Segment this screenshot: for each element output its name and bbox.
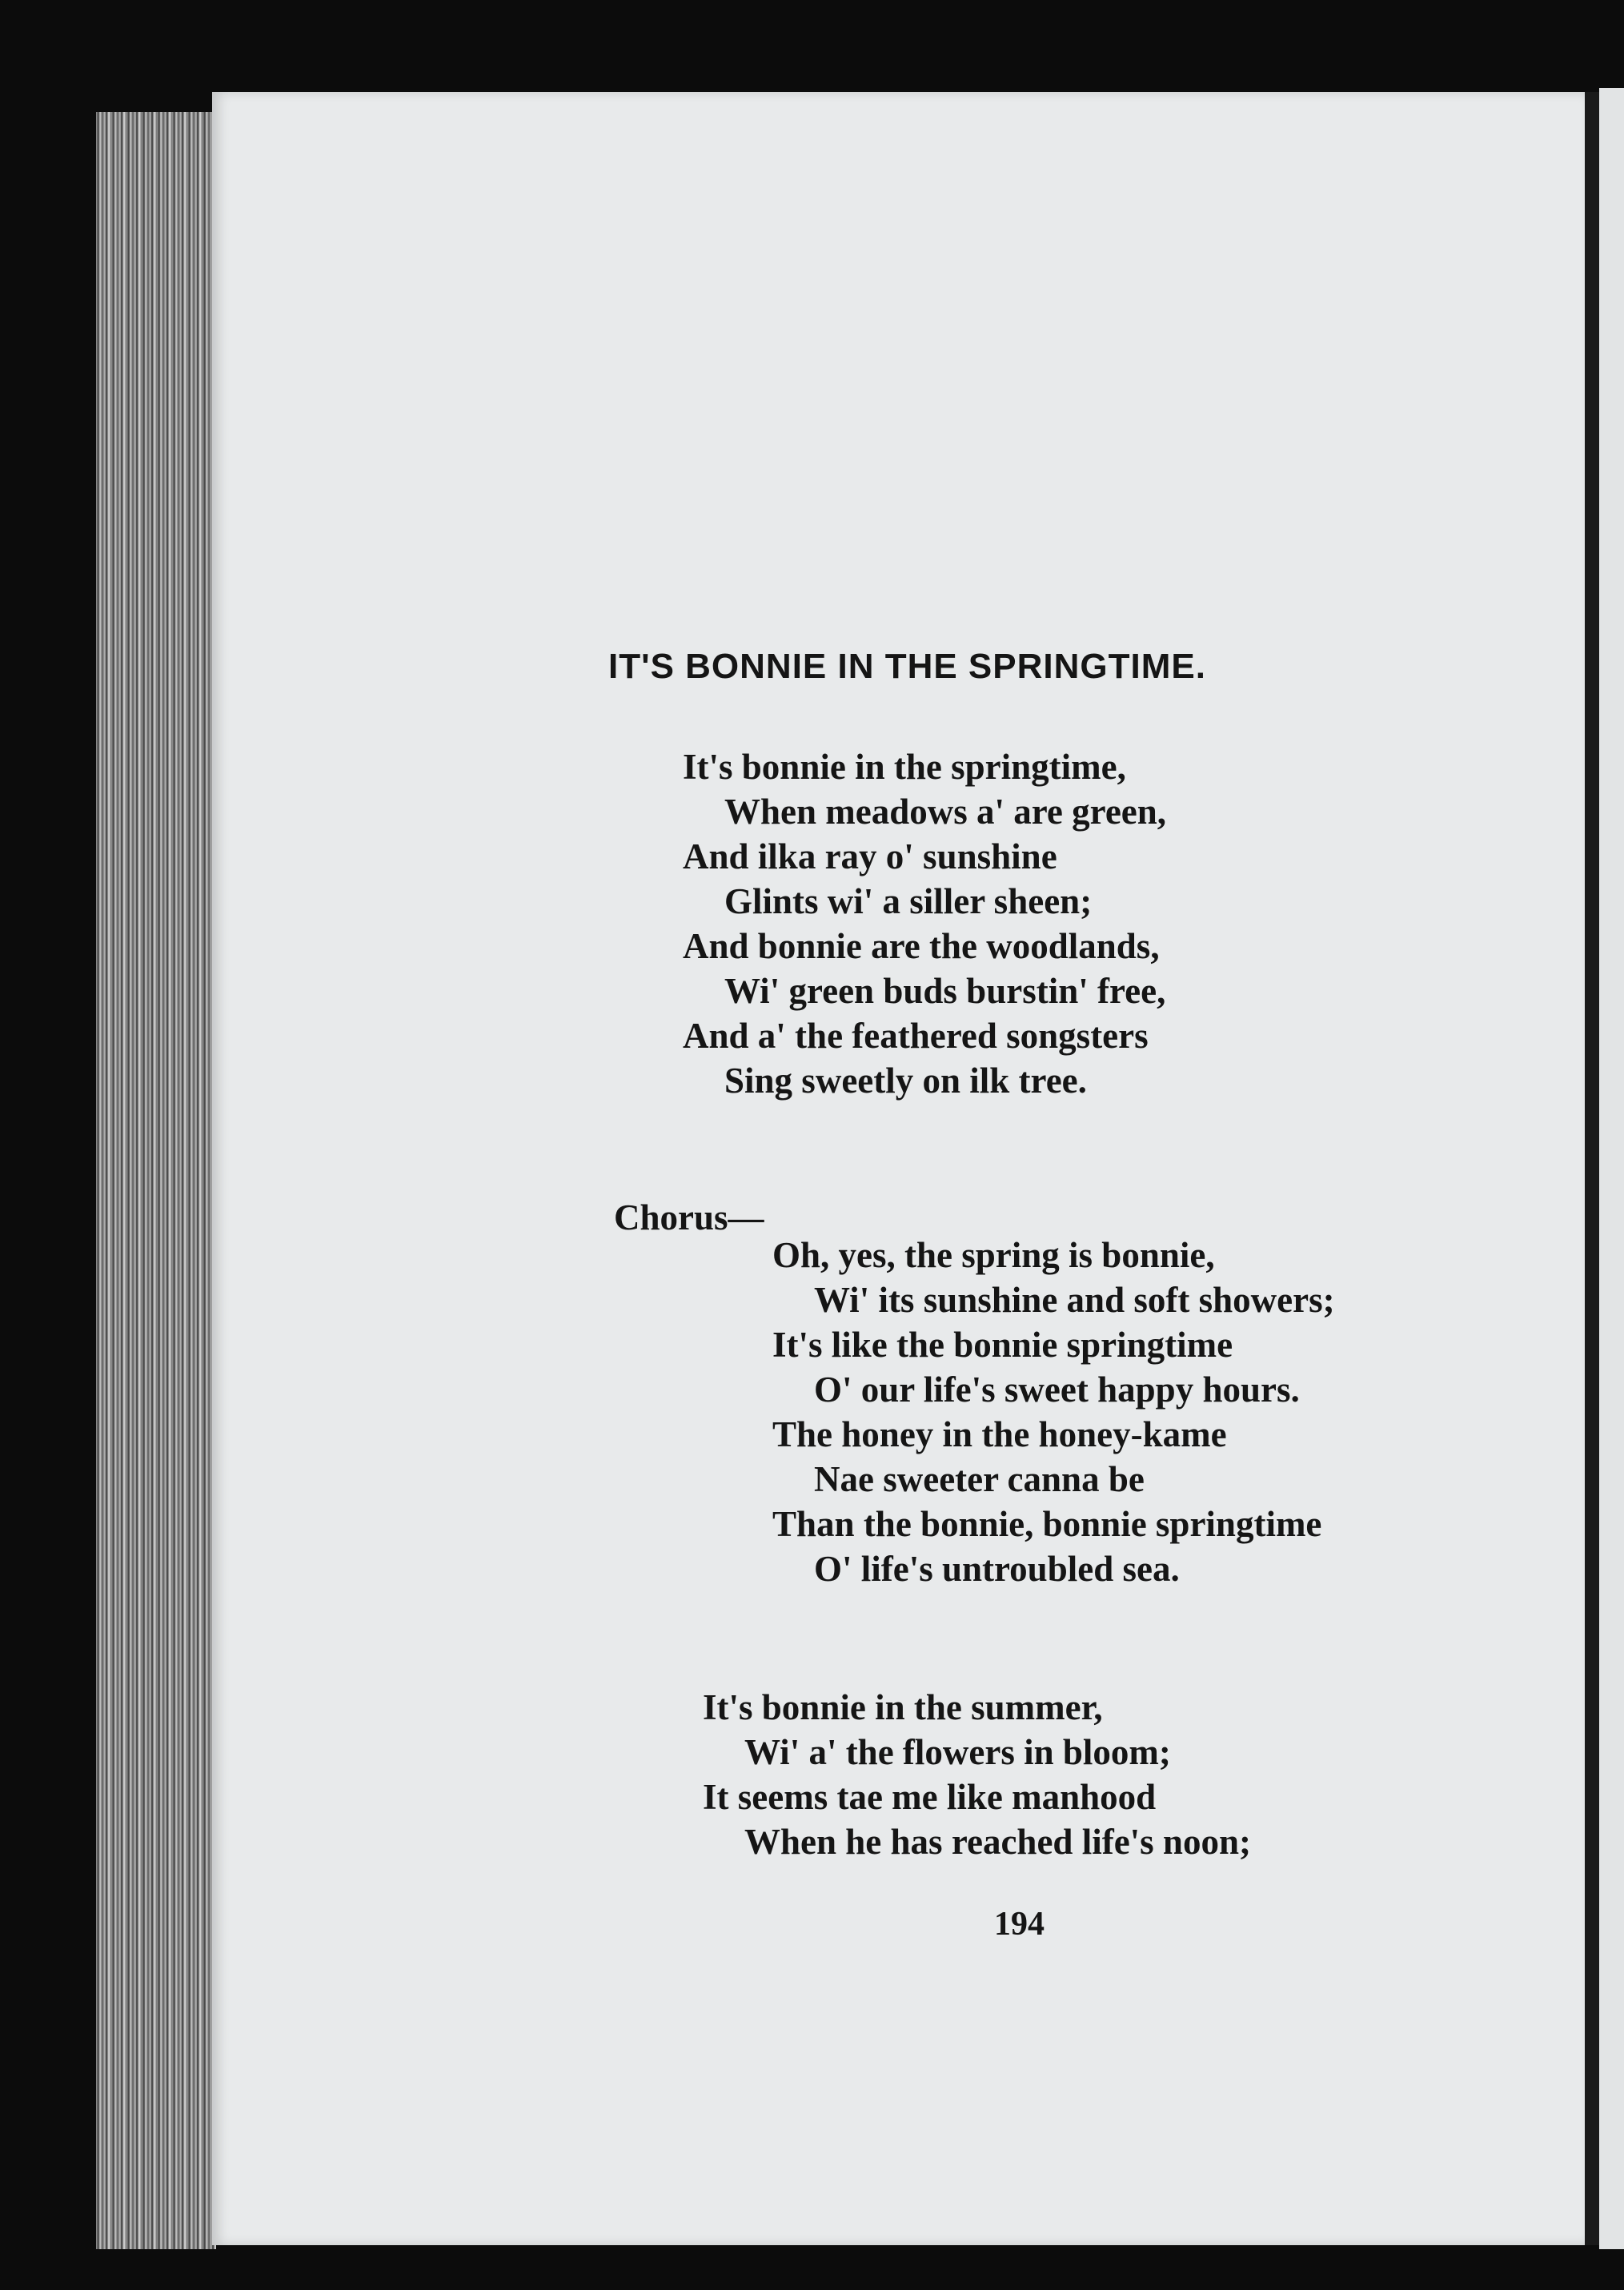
verse-line: When he has reached life's noon; xyxy=(744,1822,1251,1862)
chorus xyxy=(772,1233,1335,1591)
verse-line: Wi' green buds burstin' free, xyxy=(724,971,1166,1011)
verse-line: It's bonnie in the springtime, xyxy=(683,747,1126,787)
page-sheet xyxy=(212,92,1585,2245)
verse-two xyxy=(703,1685,1251,1864)
verse-line: Sing sweetly on ilk tree. xyxy=(724,1061,1087,1101)
chorus-line: The honey in the honey-kame xyxy=(772,1414,1227,1454)
chorus-line: Than the bonnie, bonnie springtime xyxy=(772,1504,1322,1544)
chorus-line: Wi' its sunshine and soft showers; xyxy=(814,1280,1335,1320)
verse-line: It's bonnie in the summer, xyxy=(703,1687,1103,1727)
verse-line: Wi' a' the flowers in bloom; xyxy=(744,1732,1171,1772)
facing-page-sliver xyxy=(1599,88,1624,2249)
page-number: 194 xyxy=(994,1906,1045,1943)
verse-line: And a' the feathered songsters xyxy=(683,1016,1149,1056)
verse-line: When meadows a' are green, xyxy=(724,792,1167,832)
verse-line: It seems tae me like manhood xyxy=(703,1777,1157,1817)
chorus-line: Oh, yes, the spring is bonnie, xyxy=(772,1235,1215,1275)
page-edge-stack xyxy=(96,112,216,2249)
chorus-label: Chorus— xyxy=(614,1197,764,1237)
chorus-line: O' our life's sweet happy hours. xyxy=(814,1370,1300,1410)
poem-title: IT'S BONNIE IN THE SPRINGTIME. xyxy=(608,647,1206,686)
chorus-line: It's like the bonnie springtime xyxy=(772,1325,1233,1365)
verse-line: Glints wi' a siller sheen; xyxy=(724,881,1093,921)
chorus-line: O' life's untroubled sea. xyxy=(814,1549,1180,1589)
verse-line: And bonnie are the woodlands, xyxy=(683,926,1160,966)
verse-one xyxy=(683,744,1166,1103)
chorus-line: Nae sweeter canna be xyxy=(814,1459,1145,1499)
gutter-shadow xyxy=(1585,92,1599,2245)
verse-line: And ilka ray o' sunshine xyxy=(683,836,1057,876)
